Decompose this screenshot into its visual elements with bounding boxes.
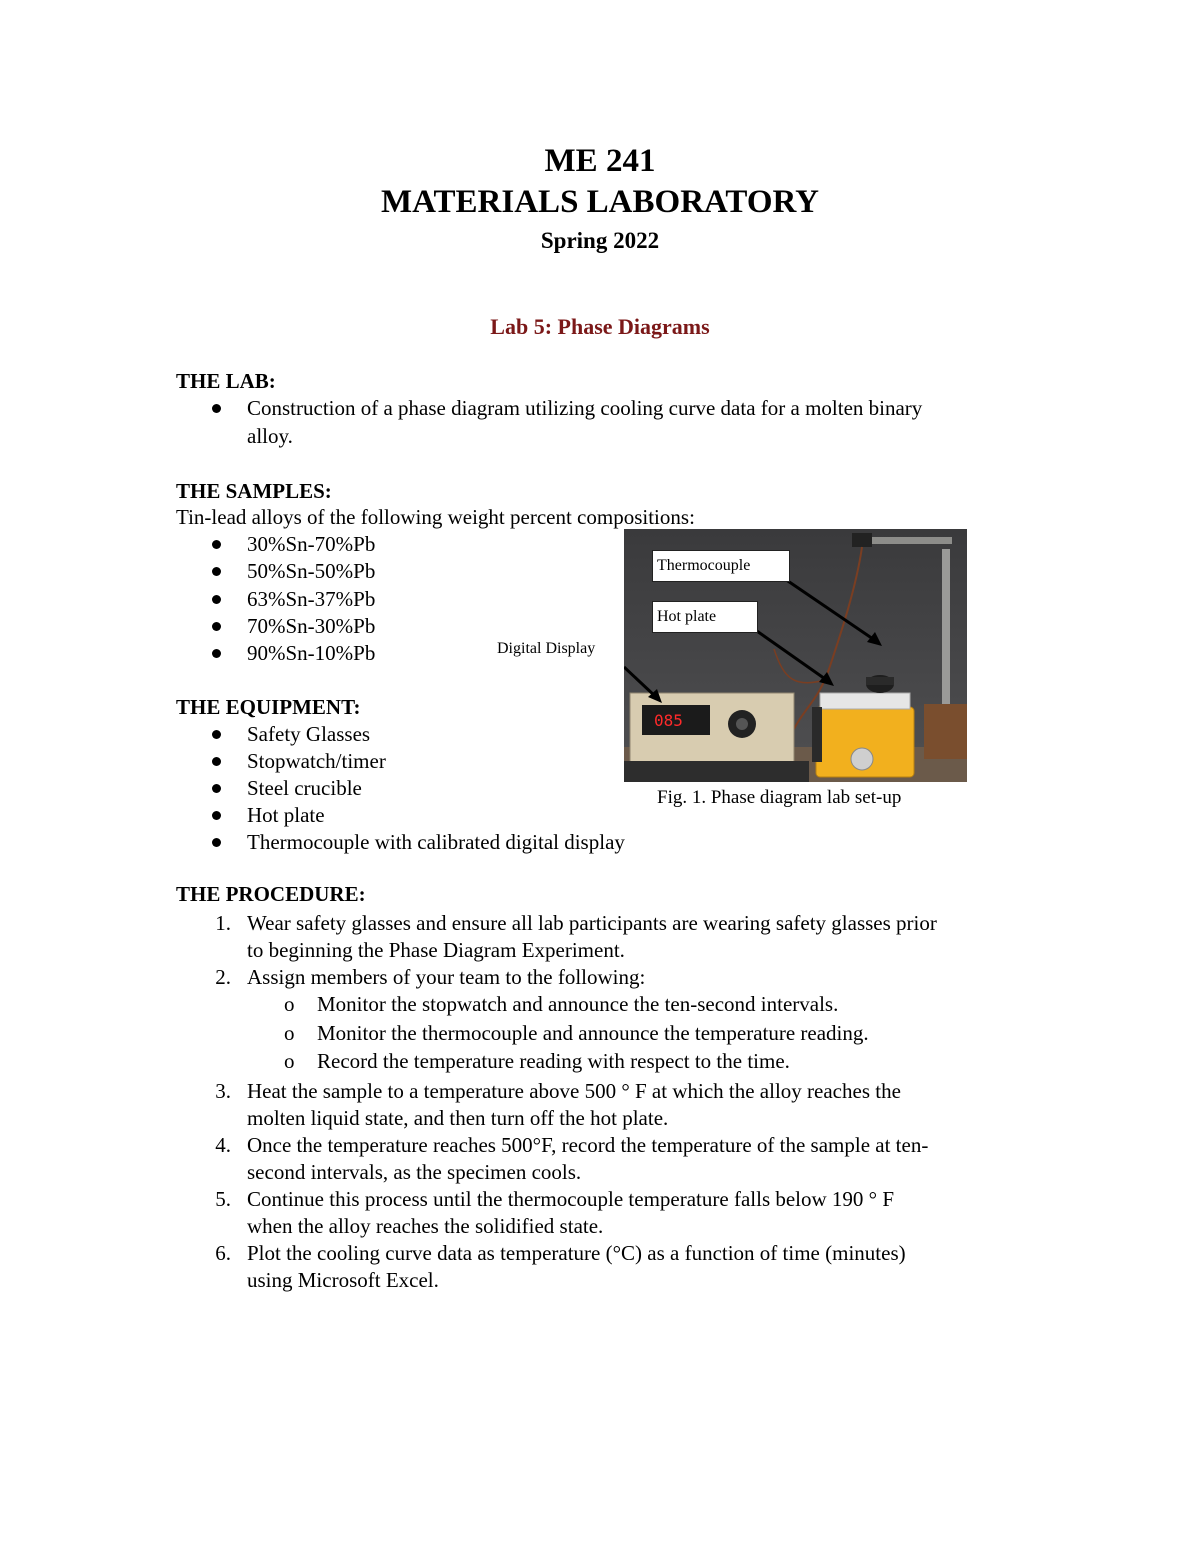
equipment-item: Steel crucible xyxy=(247,776,362,800)
term: Spring 2022 xyxy=(540,228,660,253)
sample-item: 50%Sn-50%Pb xyxy=(247,559,376,583)
sub-bullet-marker: o xyxy=(284,1049,295,1073)
lab-setup-photo xyxy=(624,529,967,782)
bullet-dot xyxy=(212,622,221,631)
bullet-dot xyxy=(212,730,221,739)
step-number: 3. xyxy=(215,1079,231,1103)
sub-step-text: Record the temperature reading with respect to the time. xyxy=(317,1049,790,1073)
bullet-dot xyxy=(212,757,221,766)
sample-item: 63%Sn-37%Pb xyxy=(247,587,376,611)
sample-item: 30%Sn-70%Pb xyxy=(247,532,376,556)
sample-item: 70%Sn-30%Pb xyxy=(247,614,376,638)
course-code: ME 241 xyxy=(544,143,656,179)
step-text-line: using Microsoft Excel. xyxy=(247,1268,439,1292)
step-text-line: Continue this process until the thermocouple temperature falls below 190 ° F xyxy=(247,1187,895,1211)
the-lab-text-line-2: alloy. xyxy=(247,424,293,448)
step-text-line: Plot the cooling curve data as temperature (°C) as a function of time (minutes) xyxy=(247,1241,906,1265)
the-lab-heading: THE LAB: xyxy=(176,369,276,393)
the-equipment-heading: THE EQUIPMENT: xyxy=(176,695,361,719)
bullet-dot xyxy=(212,404,221,413)
step-number: 4. xyxy=(215,1133,231,1157)
step-number: 2. xyxy=(215,965,231,989)
equipment-item: Hot plate xyxy=(247,803,325,827)
course-title: MATERIALS LABORATORY xyxy=(381,184,819,220)
bullet-dot xyxy=(212,540,221,549)
thermocouple-label: Thermocouple xyxy=(652,550,790,582)
sub-bullet-marker: o xyxy=(284,1021,295,1045)
bullet-dot xyxy=(212,649,221,658)
sub-step-text: Monitor the stopwatch and announce the ten-second intervals. xyxy=(317,992,839,1016)
samples-intro: Tin-lead alloys of the following weight percent compositions: xyxy=(176,505,695,529)
bullet-dot xyxy=(212,784,221,793)
step-number: 5. xyxy=(215,1187,231,1211)
digital-display-label: Digital Display xyxy=(497,640,596,657)
the-lab-text-line-1: Construction of a phase diagram utilizing cooling curve data for a molten binary xyxy=(247,396,923,420)
hot-plate-label: Hot plate xyxy=(652,601,758,633)
step-text-line: to beginning the Phase Diagram Experiment. xyxy=(247,938,625,962)
equipment-item: Safety Glasses xyxy=(247,722,371,746)
step-text-line: Once the temperature reaches 500°F, record the temperature of the sample at ten- xyxy=(247,1133,929,1157)
equipment-item: Thermocouple with calibrated digital display xyxy=(247,830,625,854)
figure-caption: Fig. 1. Phase diagram lab set-up xyxy=(657,787,902,808)
step-text-line: Wear safety glasses and ensure all lab participants are wearing safety glasses prior xyxy=(247,911,937,935)
step-text-line: molten liquid state, and then turn off the hot plate. xyxy=(247,1106,669,1130)
bullet-dot xyxy=(212,838,221,847)
equipment-item: Stopwatch/timer xyxy=(247,749,386,773)
step-number: 1. xyxy=(215,911,231,935)
the-samples-heading: THE SAMPLES: xyxy=(176,479,332,503)
step-text-line: Assign members of your team to the following: xyxy=(247,965,646,989)
the-procedure-heading: THE PROCEDURE: xyxy=(176,882,366,906)
step-text-line: second intervals, as the specimen cools. xyxy=(247,1160,582,1184)
step-text-line: Heat the sample to a temperature above 500 ° F at which the alloy reaches the xyxy=(247,1079,901,1103)
step-text-line: when the alloy reaches the solidified state. xyxy=(247,1214,604,1238)
step-number: 6. xyxy=(215,1241,231,1265)
display-reading: 085 xyxy=(654,711,683,730)
bullet-dot xyxy=(212,567,221,576)
bullet-dot xyxy=(212,595,221,604)
sub-bullet-marker: o xyxy=(284,992,295,1016)
lab-title: Lab 5: Phase Diagrams xyxy=(490,314,710,339)
sub-step-text: Monitor the thermocouple and announce the temperature reading. xyxy=(317,1021,869,1045)
sample-item: 90%Sn-10%Pb xyxy=(247,641,376,665)
bullet-dot xyxy=(212,811,221,820)
